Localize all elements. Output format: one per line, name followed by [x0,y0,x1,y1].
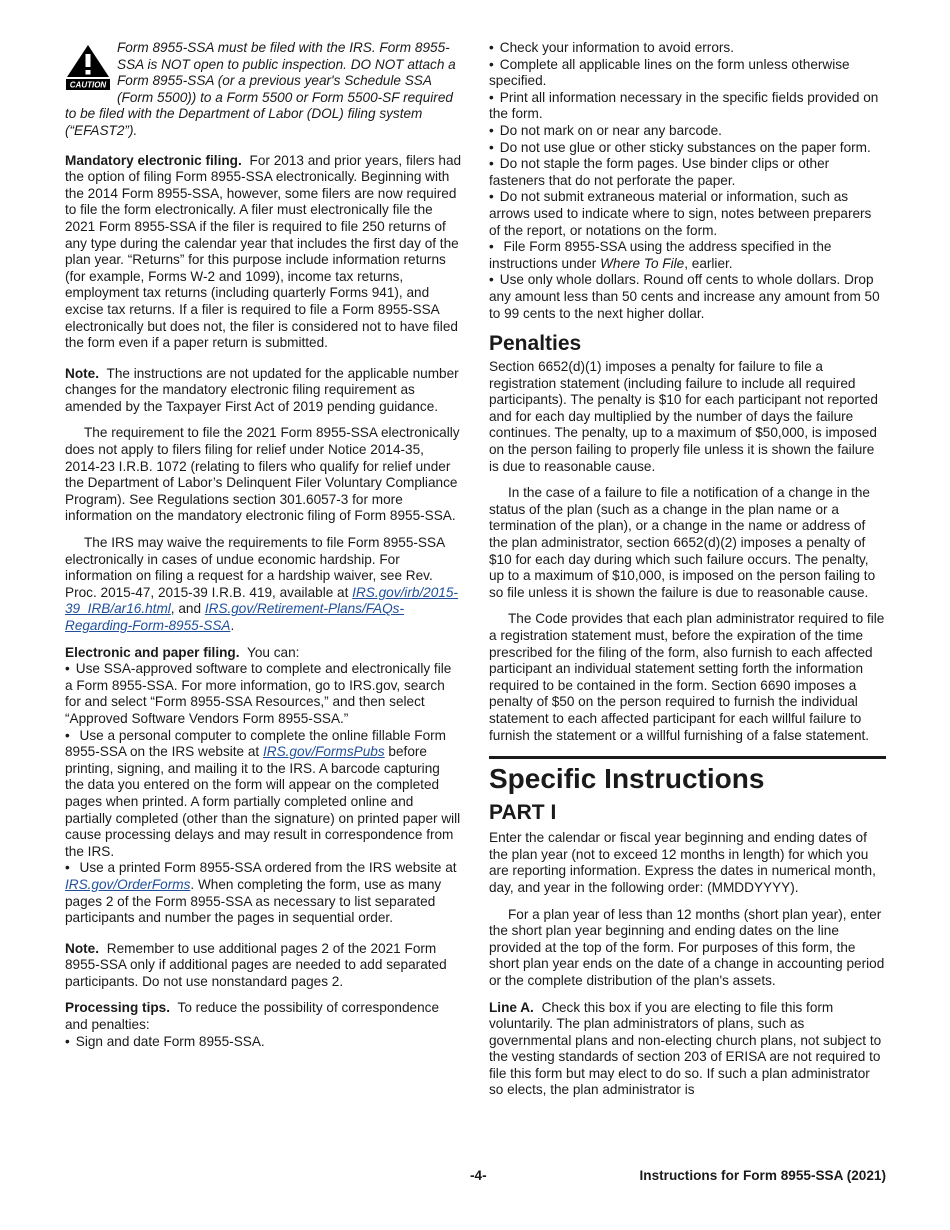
note2-heading: Note. [65,940,99,956]
bullet-item [489,90,886,123]
note-paragraph [65,366,462,416]
note-heading: Note. [65,365,99,381]
processing-tips-section [65,1000,462,1050]
requirement-paragraph: The requirement to file the 2021 Form 8955-SSA electronically does not apply to filers filing for relief under Notice 2014-35, 2014-23 I.R.B. 1072 (relating to filers who qualify for relief under the Department of Labor’s Delinquent Filer Voluntary Compliance Program). See Regulations section 301.6057-3 for more information on the mandatory electronic filing of Form 8955-SSA. [65,425,460,524]
bullet-text: . When completing the form, use as many pages 2 of the Form 8955-SSA as necessary to list separated participants and number the pages in sequential order. [65,876,442,926]
forms-pubs-link[interactable]: IRS.gov/FormsPubs [263,744,385,760]
line-a-paragraph [489,1000,886,1100]
part-one-heading: PART I [489,801,557,825]
note-text: The instructions are not updated for the applicable number changes for the mandatory electronic filing requirement as amended by the Taxpayer First Act of 2019 pending guidance. [65,365,459,414]
penalties-paragraph-2: In the case of a failure to file a notification of a change in the status of the plan (such as a change in the plan name or a termination of the plan), or a change in the name or address of the plan administrator, section 6652(d)(2) imposes a penalty of $10 for each day during which such failure occurs. The penalty, up to a maximum of $10,000, is imposed on the person failing to so file unless it is shown the failure is due to reasonable cause. [489,485,876,600]
penalties-heading: Penalties [489,332,582,356]
caution-icon [65,43,111,90]
bullet-item [489,57,886,90]
bullet-item [489,156,886,189]
bullet-text: Sign and date Form 8955-SSA. [75,1033,265,1049]
bullet-item [65,1034,462,1051]
bullet-item [489,40,886,57]
bullet-text: Print all information necessary in the specific fields provided on the form. [489,89,879,122]
irb-link[interactable]: IRS.gov/irb/2015-39_IRB/ar16.html [65,584,458,617]
mandatory-filing-text: For 2013 and prior years, filers had the option of filing Form 8955-SSA electronically. Beginning with the 2014 Form 8955-SSA, however, some filers are now required to file the form electronically. A filer must electronically file the 2021 Form 8955-SSA if the filer is required to file 250 returns of any type during the calendar year that includes the first day of the plan year. “Returns” for this purpose include information returns (for example, Forms W-2 and 1099), income tax returns, employment tax returns (including quarterly Forms 941), and excise tax returns. If a filer is required to file a Form 8955-SSA electronically but does not, the filer is considered not to have filed the form even if a paper return is submitted. [65,152,462,351]
bullet-text: Check your information to avoid errors. [499,40,734,55]
bullet-item [489,140,886,157]
note2-text: Remember to use additional pages 2 of the 2021 Form 8955-SSA only if additional pages are needed to add separated participants. Do not use nonstandard pages 2. [65,940,447,989]
footer-form-title: Instructions for Form 8955-SSA (2021) [639,1168,886,1183]
processing-tips-text: To reduce the possibility of correspondence and penalties: [65,1000,440,1033]
bullet-item [65,661,462,727]
caution-note [65,40,462,140]
bullet-item [489,272,886,322]
bullet-text: Use SSA-approved software to complete and electronically file a Form 8955-SSA. For more information, go to IRS.gov, search for and select “Form 8955-SSA Resources,” and then select “Approved Software Vendors Form 8955-SSA.” [65,661,452,726]
waiver-end: . [230,618,235,633]
caution-icon-label: CAUTION [69,80,107,90]
bullet-text: Do not use glue or other sticky substances on the paper form. [499,139,871,155]
bullet-item [489,189,886,239]
bullet-text: before printing, signing, and mailing it to the IRS. A barcode capturing the data you entered on the form will appear on the completed pages when printed. A form partially completed online and partially completed (other than the signature) on printed paper will cause processing delays and may result in correspondence from the IRS. [65,744,461,859]
penalties-paragraph-1: Section 6652(d)(1) imposes a penalty for failure to file a registration statement (including failure to include all required participants). The penalty is $10 for each participant not reported and for each day multiplied by the number of days the failure continues. The penalty, up to a maximum of $50,000, is imposed on the person failing to properly file unless it is shown the failure is due to reasonable cause. [489,359,878,474]
line-a-text: Check this box if you are electing to file this form voluntarily. The plan administrators of plans, such as governmental plans and non-electing church plans, not subject to the vesting standards of section 203 of ERISA are not required to file this form but may elect to do so. If such a plan administrator so elects, the plan administrator is [489,999,882,1098]
part-one-paragraph-1: Enter the calendar or fiscal year beginning and ending dates of the plan year (not to exceed 12 months in length) for which you are reporting information. Express the dates in numerical month, day, and year in the following order: (MMDDYYYY). [489,830,876,895]
bullet-text: File Form 8955-SSA using the address specified in the instructions under [489,239,832,271]
waiver-and: , and [170,601,202,617]
line-a-heading: Line A. [489,999,534,1015]
page-footer [65,1168,886,1188]
processing-tips-intro [65,1000,462,1033]
bullet-text: Do not submit extraneous material or information, such as arrows used to indicate where to sign, notes between preparers of the report, or notations on the form. [489,189,872,238]
left-column [65,40,462,1050]
bullet-item [65,860,462,926]
page-number: -4- [470,1168,487,1183]
bullet-item [489,123,886,140]
bullet-text: Do not mark on or near any barcode. [499,122,722,138]
part-one-paragraph-2: For a plan year of less than 12 months (short plan year), enter the short plan year beginning and ending dates on the line provided at the top of the form. For purposes of this form, the short plan year ends on the date of a change in accounting period or the complete distribution of the plan's assets. [489,906,885,988]
bullet-text: Complete all applicable lines on the form unless otherwise specified. [489,56,850,89]
electronic-paper-heading: Electronic and paper filing. [65,644,240,660]
bullet-text: Use a personal computer to complete the online fillable Form 8955-SSA on the IRS website at [65,727,447,760]
mandatory-filing-heading: Mandatory electronic filing. [65,152,242,168]
bullet-text: , earlier. [684,255,733,271]
bullet-item [489,239,886,272]
section-divider [489,756,886,759]
bullet-text: Do not staple the form pages. Use binder clips or other fasteners that do not perforate the paper. [489,156,830,188]
caution-text: Form 8955-SSA must be filed with the IRS. Form 8955-SSA is NOT open to public inspection. DO NOT attach a Form 8955-SSA (or a previous year's Schedule SSA (Form 5500)) to a Form 5500 or Form 5500-SF required to be filed with the Department of Labor (DOL) filing system (“EFAST2”). [65,40,456,138]
waiver-paragraph [65,535,462,635]
where-to-file-reference: Where To File [600,255,685,271]
right-column [489,40,886,1109]
mandatory-filing-paragraph [65,153,462,352]
note2-paragraph [65,941,462,991]
order-forms-link[interactable]: IRS.gov/OrderForms [65,876,191,892]
processing-tips-heading: Processing tips. [65,1000,171,1016]
penalties-paragraph-3: The Code provides that each plan administrator required to file a registration statement must, before the expiration of the time prescribed for the filing of the form, also furnish to each affected participant an individual statement setting forth the information required to be contained in the form. Section 6690 imposes a penalty of $50 on the person required to furnish the individual statement to each affected participant for each willful failure to furnish the statement or a willful furnishing of a false statement. [489,611,885,743]
electronic-paper-intro-text: You can: [247,644,300,660]
waiver-text: The IRS may waive the requirements to file Form 8955-SSA electronically in cases of undue economic hardship. For information on filing a request for a hardship waiver, see Rev. Proc. 2015-47, 2015-39 I.R.B. 419, available at [65,535,445,600]
electronic-paper-section [65,645,462,927]
specific-instructions-heading: Specific Instructions [489,763,765,795]
electronic-paper-intro [65,645,462,662]
faq-link[interactable]: IRS.gov/Retirement-Plans/FAQs-Regarding-Form-8955-SSA [65,601,404,633]
processing-tips-list [489,40,886,322]
bullet-item [65,728,462,861]
bullet-text: Use a printed Form 8955-SSA ordered from the IRS website at [79,860,457,876]
bullet-text: Use only whole dollars. Round off cents to whole dollars. Drop any amount less than 50 cents and increase any amount from 50 to 99 cents to the next higher dollar. [489,272,880,321]
